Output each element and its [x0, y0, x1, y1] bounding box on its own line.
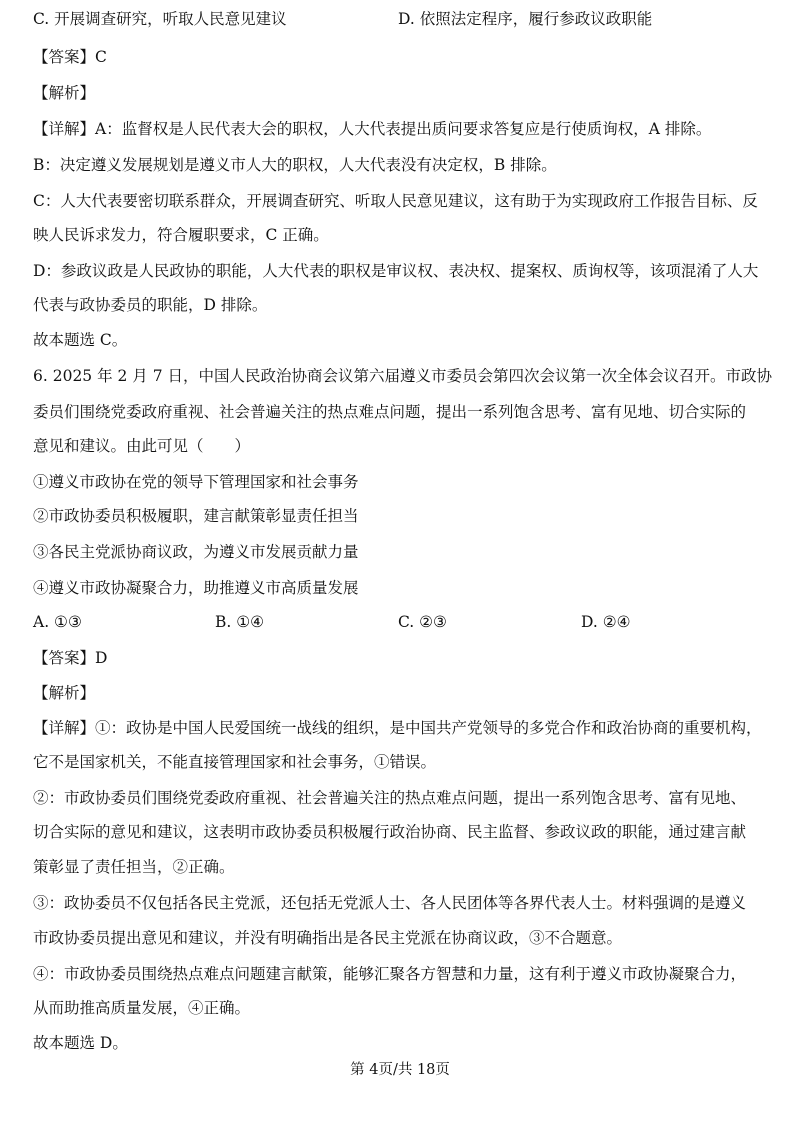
q6-stem-line: 6. 2025 年 2 月 7 日，中国人民政治协商会议第六届遵义市委员会第四次会议第一次全体会议召开。市政协 [33, 367, 773, 385]
q6-explanation-line: 切合实际的意见和建议，这表明市政协委员积极履行政治协商、民主监督、参政议政的职能，通过建言献 [33, 823, 747, 841]
q6-explanation-line: ③：政协委员不仅包括各民主党派，还包括无党派人士、各人民团体等各界代表人士。材料强调的是遵义 [33, 894, 747, 912]
q6-stem-line: 委员们围绕党委政府重视、社会普遍关注的热点难点问题，提出一系列饱含思考、富有见地、切合实际的 [33, 403, 747, 421]
q5-explanation-line: 映人民诉求发力，符合履职要求，C 正确。 [33, 226, 329, 244]
q5-answer: 【答案】C [33, 48, 107, 66]
q5-conclusion: 故本题选 C。 [33, 331, 128, 349]
q5-explanation-line: C：人大代表要密切联系群众，开展调查研究、听取人民意见建议，这有助于为实现政府工作报告目标、反 [33, 192, 758, 210]
q6-option-a: A. ①③ [33, 613, 82, 631]
prev-question-options [33, 9, 773, 29]
q6-option-b: B. ①④ [215, 613, 265, 631]
q6-option-c: C. ②③ [398, 613, 447, 631]
q6-options [33, 612, 773, 632]
q6-explanation-line: 策彰显了责任担当，②正确。 [33, 858, 235, 876]
q5-explanation-line: B：决定遵义发展规划是遵义市人大的职权，人大代表没有决定权，B 排除。 [33, 156, 557, 174]
q6-explanation-line: ④：市政协委员围绕热点难点问题建言献策，能够汇聚各方智慧和力量，这有利于遵义市政协凝聚合力， [33, 965, 747, 983]
option-c: C. 开展调查研究，听取人民意见建议 [33, 10, 287, 28]
q6-option-d: D. ②④ [581, 613, 631, 631]
q6-stem-line: 意见和建议。由此可见（ ） [33, 437, 251, 455]
q6-statement: ②市政协委员积极履职，建言献策彰显责任担当 [33, 507, 359, 525]
option-d: D. 依照法定程序，履行参政议政职能 [398, 10, 653, 28]
q5-explanation-line: 【详解】A：监督权是人民代表大会的职权，人大代表提出质问要求答复应是行使质询权，A 排除。 [33, 120, 712, 138]
q6-conclusion: 故本题选 D。 [33, 1034, 128, 1052]
q6-statement: ④遵义市政协凝聚合力，助推遵义市高质量发展 [33, 579, 359, 597]
q6-statement: ①遵义市政协在党的领导下管理国家和社会事务 [33, 473, 359, 491]
q6-explanation-line: 【详解】①：政协是中国人民爱国统一战线的组织，是中国共产党领导的多党合作和政治协商的重要机构， [33, 719, 762, 737]
q6-explanation-line: ②：市政协委员们围绕党委政府重视、社会普遍关注的热点难点问题，提出一系列饱含思考、富有见地、 [33, 789, 747, 807]
q6-analysis-label: 【解析】 [33, 684, 96, 702]
q6-explanation-line: 从而助推高质量发展，④正确。 [33, 999, 251, 1017]
q6-explanation-line: 它不是国家机关，不能直接管理国家和社会事务，①错误。 [33, 753, 437, 771]
q5-explanation-line: 代表与政协委员的职能，D 排除。 [33, 296, 268, 314]
page-footer: 第 4页/共 18页 [350, 1062, 450, 1078]
q6-statement: ③各民主党派协商议政，为遵义市发展贡献力量 [33, 543, 359, 561]
q6-answer: 【答案】D [33, 649, 108, 667]
q6-explanation-line: 市政协委员提出意见和建议，并没有明确指出是各民主党派在协商议政，③不合题意。 [33, 929, 623, 947]
q5-analysis-label: 【解析】 [33, 84, 96, 102]
q5-explanation-line: D：参政议政是人民政协的职能，人大代表的职权是审议权、表决权、提案权、质询权等，该项混淆了人大 [33, 262, 759, 280]
